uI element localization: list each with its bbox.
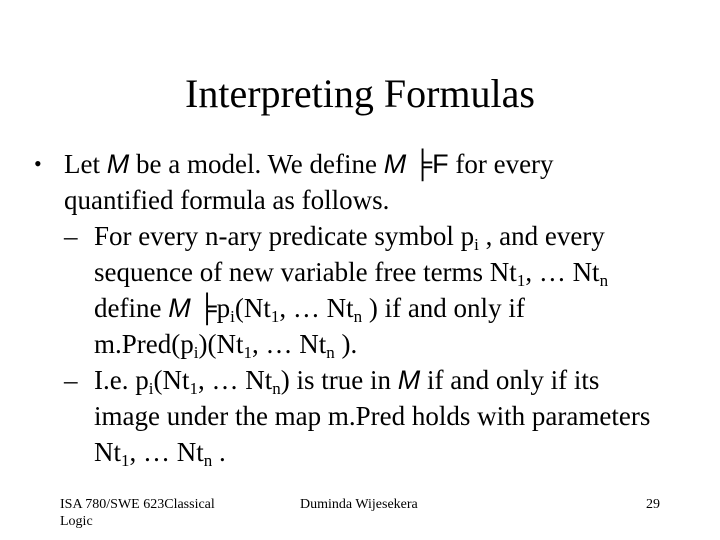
sub-item-1-line (34, 254, 694, 290)
subscript: i (148, 379, 154, 398)
text: quantified formula as follows. (64, 185, 390, 215)
footer-course: ISA 780/SWE 623Classical Logic (60, 497, 215, 529)
sub-item-1-line (34, 290, 694, 326)
model-symbol: M (383, 149, 407, 179)
text: , … Nt (251, 329, 327, 359)
bullet-marker: • (34, 151, 42, 176)
slide-body (34, 146, 694, 470)
slide-title: Interpreting Formulas (185, 71, 535, 116)
text: (Nt (234, 293, 271, 323)
text: p (216, 293, 231, 323)
model-symbol: M (106, 149, 130, 179)
text: , … Nt (197, 365, 273, 395)
text: , … Nt (525, 257, 600, 287)
sub-item-2 (34, 362, 694, 398)
text: Let (64, 149, 107, 179)
subscript: 1 (189, 379, 198, 398)
sub-item-1-line (34, 326, 694, 362)
text: (Nt (153, 365, 190, 395)
text: ). (334, 329, 358, 359)
formula-symbol: F (432, 149, 449, 179)
text: Nt (94, 437, 121, 467)
model-symbol: M (397, 365, 421, 395)
subscript: 1 (270, 307, 280, 326)
bullet-item (34, 146, 694, 182)
subscript: n (203, 451, 213, 470)
bullet-continuation (34, 182, 694, 218)
subscript: 1 (121, 451, 130, 470)
text: )(Nt (198, 329, 244, 359)
text: m.Pred(p (94, 329, 194, 359)
page-number: 29 (646, 497, 660, 512)
text: , … Nt (279, 293, 354, 323)
text: For every n-ary predicate symbol p (94, 221, 475, 251)
sub-item-2-line (34, 398, 694, 434)
text: , and every (478, 221, 605, 251)
sub-item-1 (34, 218, 694, 254)
subscript: i (474, 235, 479, 254)
dash-marker: – (64, 221, 78, 251)
text: ) if and only if (362, 293, 525, 323)
text: define (94, 293, 169, 323)
text: ) is true in (280, 365, 398, 395)
text: be a model. We define (129, 149, 384, 179)
text: sequence of new variable free terms Nt (94, 257, 517, 287)
subscript: 1 (516, 271, 526, 290)
model-symbol: M (168, 293, 191, 323)
subscript: n (326, 343, 335, 362)
footer-author: Duminda Wijesekera (300, 497, 418, 512)
text: for every (448, 149, 554, 179)
text: . (212, 437, 226, 467)
sub-item-2-line (34, 434, 694, 470)
subscript: n (272, 379, 281, 398)
subscript: 1 (243, 343, 252, 362)
text: image under the map m.Pred holds with parameters (94, 401, 651, 431)
text: if and only if its (420, 365, 600, 395)
text: I.e. p (94, 365, 149, 395)
turnstile-symbol: ╞ (197, 293, 217, 323)
turnstile-symbol: ╞ (412, 149, 433, 179)
text: , … Nt (129, 437, 204, 467)
subscript: i (193, 343, 199, 362)
subscript: i (230, 307, 235, 326)
subscript: n (599, 271, 609, 290)
subscript: n (353, 307, 363, 326)
dash-marker: – (64, 365, 78, 395)
